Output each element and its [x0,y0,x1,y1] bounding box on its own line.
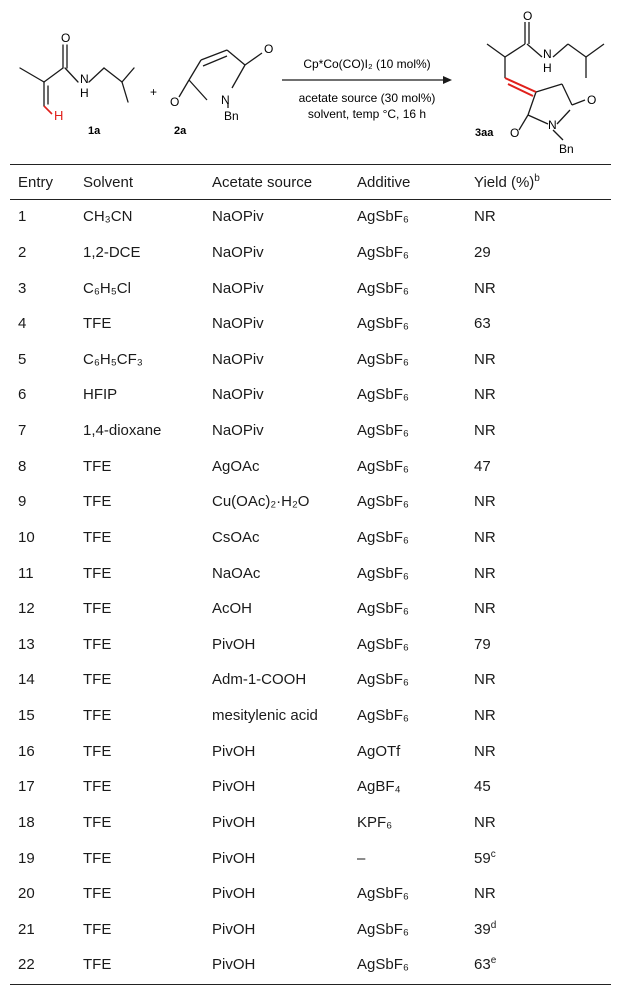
table-row [10,591,611,627]
additive-cell-text: AgSbF₆ [357,885,409,903]
additive-cell-text: AgBF₄ [357,778,401,796]
acetate-source-cell [204,662,349,698]
yield-cell-text: NR [474,528,496,546]
atom-n-3aa-imide: N [548,118,557,132]
yield-cell-text: 39 [474,920,491,938]
solvent-cell [75,698,204,734]
entry-cell [10,342,75,378]
acetate-source-cell-text: mesitylenic acid [212,707,318,725]
table-row [10,342,611,378]
table-row [10,912,611,948]
optimization-table [10,165,611,983]
atom-n-3aa-amide: N [543,47,552,61]
entry-cell-text: 9 [18,493,27,511]
acetate-source-cell [204,270,349,306]
yield-cell-text: 47 [474,457,491,475]
label-1a: 1a [88,125,101,137]
table-row [10,627,611,663]
acetate-source-cell [204,555,349,591]
entry-cell [10,698,75,734]
yield-cell-text: 59 [474,849,491,867]
table-row [10,555,611,591]
entry-cell [10,235,75,271]
entry-cell-text: 11 [18,564,34,582]
solvent-cell-text: 1,4-dioxane [83,422,162,440]
entry-cell-text: 5 [18,350,27,368]
table-row [10,733,611,769]
additive-cell-text: AgSbF₆ [357,208,409,226]
label-2a: 2a [174,125,187,137]
additive-cell-text: AgSbF₆ [357,386,409,404]
acetate-source-cell [204,805,349,841]
solvent-cell [75,733,204,769]
entry-cell-text: 2 [18,243,27,261]
reaction-scheme [0,0,620,164]
atom-o-3aa-right: O [587,93,597,107]
additive-cell [349,342,466,378]
reactant-1a-structure [20,45,134,106]
yield-cell-text: 79 [474,635,491,653]
additive-cell [349,377,466,413]
entry-cell [10,662,75,698]
arrow-head [443,76,452,84]
acetate-source-cell-text: PivOH [212,849,256,867]
acetate-source-cell-text: NaOPiv [212,315,264,333]
entry-cell-text: 20 [18,885,35,903]
solvent-cell-text: TFE [83,671,112,689]
acetate-source-cell-text: NaOPiv [212,243,264,261]
product-new-alkene [505,78,536,96]
additive-cell-text: AgSbF₆ [357,243,409,261]
yield-footnote: e [490,955,497,967]
acetate-source-cell [204,520,349,556]
additive-cell-text: AgSbF₆ [357,707,409,725]
acetate-source-cell-text: AcOH [212,600,253,618]
acetate-source-cell-text: NaOAc [212,564,261,582]
atom-o-2a-right: O [264,42,274,56]
solvent-cell-text: HFIP [83,386,118,404]
entry-cell [10,520,75,556]
header-yield [466,165,611,199]
entry-cell [10,555,75,591]
entry-cell [10,627,75,663]
acetate-source-cell-text: NaOPiv [212,279,264,297]
solvent-cell-text: TFE [83,707,112,725]
yield-cell-text: NR [474,208,496,226]
atom-nh-3aa: H [543,61,552,75]
solvent-cell [75,947,204,983]
yield-cell-text: NR [474,813,496,831]
yield-cell [466,484,611,520]
yield-cell-text: NR [474,422,496,440]
yield-cell [466,840,611,876]
solvent-cell-text: TFE [83,849,112,867]
table-row [10,484,611,520]
solvent-cell-text: TFE [83,885,112,903]
solvent-cell-text: TFE [83,635,112,653]
acetate-source-cell [204,912,349,948]
acetate-source-cell [204,733,349,769]
entry-cell [10,199,75,235]
acetate-source-cell-text: PivOH [212,885,256,903]
yield-cell [466,199,611,235]
table-row [10,769,611,805]
solvent-cell [75,876,204,912]
additive-cell-text: AgSbF₆ [357,493,409,511]
atom-h-highlight: H [54,108,64,123]
yield-cell-text: NR [474,564,496,582]
yield-cell [466,448,611,484]
entry-cell [10,413,75,449]
entry-cell-text: 8 [18,457,27,475]
table-row [10,698,611,734]
atom-bn-3aa: Bn [559,142,574,156]
additive-cell [349,448,466,484]
table-bottom-rule [10,984,611,985]
solvent-cell-text: TFE [83,600,112,618]
acetate-source-cell-text: PivOH [212,920,256,938]
additive-cell [349,484,466,520]
entry-cell [10,448,75,484]
yield-cell [466,876,611,912]
acetate-source-cell-text: PivOH [212,635,256,653]
entry-cell [10,270,75,306]
atom-o-1a: O [61,31,71,45]
acetate-source-cell-text: PivOH [212,956,256,974]
entry-cell-text: 17 [18,778,35,796]
additive-cell [349,235,466,271]
entry-cell-text: 21 [18,920,35,938]
additive-cell [349,698,466,734]
table-row [10,199,611,235]
additive-cell-text: AgSbF₆ [357,600,409,618]
yield-cell [466,413,611,449]
solvent-cell-text: TFE [83,493,112,511]
acetate-source-cell-text: PivOH [212,813,256,831]
solvent-cell-text: 1,2-DCE [83,243,141,261]
yield-cell [466,306,611,342]
yield-cell [466,235,611,271]
entry-cell-text: 18 [18,813,35,831]
solvent-cell [75,199,204,235]
solvent-cell [75,484,204,520]
acetate-source-cell [204,627,349,663]
atom-bn-2a: Bn [224,109,239,123]
additive-cell-text: AgSbF₆ [357,528,409,546]
additive-cell-text: AgSbF₆ [357,315,409,333]
entry-cell-text: 16 [18,742,35,760]
solvent-cell [75,555,204,591]
entry-cell [10,769,75,805]
solvent-cell [75,840,204,876]
additive-cell [349,627,466,663]
c-h-bond [44,106,52,114]
acetate-source-cell-text: NaOPiv [212,208,264,226]
acetate-source-cell-text: NaOPiv [212,350,264,368]
conditions-catalyst: Cp*Co(CO)I₂ (10 mol%) [303,57,431,71]
entry-cell [10,912,75,948]
additive-cell-text: AgSbF₆ [357,457,409,475]
acetate-source-cell [204,484,349,520]
solvent-cell-text: TFE [83,956,112,974]
solvent-cell-text: TFE [83,528,112,546]
acetate-source-cell [204,448,349,484]
solvent-cell [75,270,204,306]
additive-cell [349,876,466,912]
atom-n-2a: N [221,93,230,107]
acetate-source-cell [204,769,349,805]
solvent-cell [75,662,204,698]
entry-cell-text: 15 [18,707,35,725]
yield-cell [466,377,611,413]
acetate-source-cell-text: AgOAc [212,457,260,475]
entry-cell-text: 7 [18,422,27,440]
header-yield-footnote: b [534,172,540,184]
acetate-source-cell-text: CsOAc [212,528,260,546]
solvent-cell [75,912,204,948]
yield-cell-text: 45 [474,778,491,796]
acetate-source-cell-text: PivOH [212,778,256,796]
yield-cell [466,947,611,983]
table-row [10,662,611,698]
yield-cell [466,805,611,841]
table-row [10,448,611,484]
table-row [10,235,611,271]
additive-cell [349,662,466,698]
yield-cell [466,591,611,627]
solvent-cell-text: TFE [83,920,112,938]
entry-cell [10,591,75,627]
solvent-cell [75,591,204,627]
yield-cell-text: NR [474,707,496,725]
acetate-source-cell [204,306,349,342]
yield-cell [466,627,611,663]
additive-cell-text: AgSbF₆ [357,635,409,653]
table-row [10,805,611,841]
yield-cell-text: NR [474,742,496,760]
additive-cell [349,733,466,769]
header-entry: Entry [18,173,54,191]
acetate-source-cell-text: NaOPiv [212,386,264,404]
acetate-source-cell-text: PivOH [212,742,256,760]
additive-cell [349,306,466,342]
conditions-solvent-temp: solvent, temp °C, 16 h [307,107,427,121]
yield-cell [466,698,611,734]
yield-cell [466,662,611,698]
additive-cell [349,270,466,306]
table-body [10,199,611,983]
yield-footnote: c [490,848,496,860]
yield-cell [466,733,611,769]
table-row [10,377,611,413]
yield-cell-text: NR [474,671,496,689]
additive-cell-text: – [357,849,366,867]
yield-cell-text: NR [474,279,496,297]
table-row [10,270,611,306]
solvent-cell-text: TFE [83,742,112,760]
acetate-source-cell [204,377,349,413]
header-yield-label: Yield (%) [474,173,535,191]
solvent-cell [75,448,204,484]
solvent-cell-text: C₆H₅CF₃ [83,350,143,368]
additive-cell-text: AgSbF₆ [357,564,409,582]
acetate-source-cell [204,413,349,449]
entry-cell [10,306,75,342]
entry-cell-text: 14 [18,671,35,689]
entry-cell [10,947,75,983]
table-row [10,876,611,912]
yield-cell-text: 29 [474,243,491,261]
entry-cell [10,484,75,520]
yield-cell-text: NR [474,386,496,404]
entry-cell-text: 3 [18,279,27,297]
solvent-cell [75,769,204,805]
acetate-source-cell [204,947,349,983]
additive-cell [349,199,466,235]
yield-cell-text: NR [474,600,496,618]
entry-cell-text: 4 [18,315,27,333]
solvent-cell [75,235,204,271]
acetate-source-cell [204,199,349,235]
yield-cell-text: NR [474,350,496,368]
solvent-cell-text: TFE [83,778,112,796]
additive-cell [349,769,466,805]
yield-cell [466,342,611,378]
entry-cell [10,876,75,912]
additive-cell [349,805,466,841]
atom-o-2a-left: O [170,95,180,109]
additive-cell-text: AgSbF₆ [357,956,409,974]
solvent-cell-text: TFE [83,457,112,475]
yield-cell-text: NR [474,493,496,511]
solvent-cell-text: TFE [83,315,112,333]
additive-cell-text: AgSbF₆ [357,671,409,689]
yield-cell [466,520,611,556]
atom-n-1a: N [80,72,89,86]
additive-cell [349,555,466,591]
additive-cell-text: AgOTf [357,742,401,760]
yield-cell-text: NR [474,885,496,903]
yield-cell [466,912,611,948]
solvent-cell-text: TFE [83,564,112,582]
solvent-cell [75,520,204,556]
label-3aa: 3aa [475,127,494,139]
yield-cell [466,270,611,306]
acetate-source-cell-text: NaOPiv [212,422,264,440]
entry-cell [10,377,75,413]
acetate-source-cell-text: Adm-1-COOH [212,671,307,689]
yield-cell-text: 63 [474,956,491,974]
solvent-cell [75,377,204,413]
solvent-cell [75,342,204,378]
table-row [10,413,611,449]
yield-cell [466,555,611,591]
entry-cell [10,733,75,769]
solvent-cell-text: CH₃CN [83,208,133,226]
table-row [10,306,611,342]
additive-cell-text: AgSbF₆ [357,422,409,440]
product-3aa-structure [487,22,604,140]
entry-cell-text: 6 [18,386,27,404]
additive-cell [349,520,466,556]
entry-cell-text: 10 [18,528,35,546]
entry-cell [10,805,75,841]
atom-o-3aa-left: O [510,126,520,140]
entry-cell [10,840,75,876]
acetate-source-cell [204,876,349,912]
entry-cell-text: 12 [18,600,35,618]
entry-cell-text: 1 [18,208,27,226]
solvent-cell [75,306,204,342]
solvent-cell-text: C₆H₅Cl [83,279,131,297]
additive-cell-text: KPF₆ [357,813,393,831]
table-header-row [10,165,611,199]
additive-cell-text: AgSbF₆ [357,350,409,368]
atom-o-3aa-top: O [523,9,533,23]
additive-cell [349,912,466,948]
plus-sign: + [150,85,158,99]
header-solvent: Solvent [83,173,134,191]
acetate-source-cell [204,235,349,271]
acetate-source-cell-text: Cu(OAc)₂·H₂O [212,493,310,511]
additive-cell [349,591,466,627]
yield-cell [466,769,611,805]
yield-footnote: d [490,919,497,931]
table-row [10,947,611,983]
additive-cell [349,840,466,876]
table-row [10,840,611,876]
header-acetate-source: Acetate source [212,173,313,191]
solvent-cell [75,413,204,449]
acetate-source-cell [204,342,349,378]
acetate-source-cell [204,698,349,734]
atom-nh-1a: H [80,86,89,100]
entry-cell-text: 22 [18,956,35,974]
header-additive: Additive [357,173,411,191]
additive-cell [349,947,466,983]
entry-cell-text: 13 [18,635,35,653]
solvent-cell-text: TFE [83,813,112,831]
solvent-cell [75,805,204,841]
additive-cell-text: AgSbF₆ [357,920,409,938]
acetate-source-cell [204,840,349,876]
solvent-cell [75,627,204,663]
conditions-acetate: acetate source (30 mol%) [298,91,436,105]
acetate-source-cell [204,591,349,627]
entry-cell-text: 19 [18,849,35,867]
additive-cell-text: AgSbF₆ [357,279,409,297]
additive-cell [349,413,466,449]
table-row [10,520,611,556]
yield-cell-text: 63 [474,315,491,333]
